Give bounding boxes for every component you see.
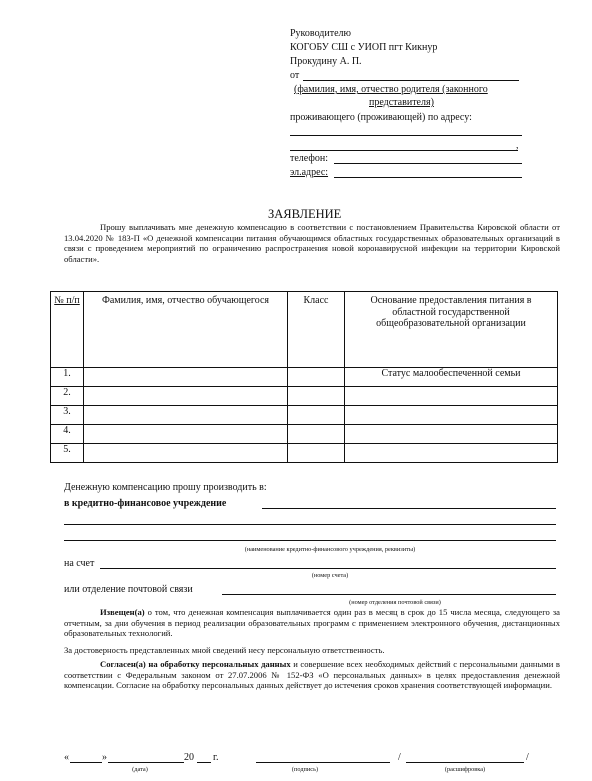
date-month-line[interactable] <box>108 762 184 763</box>
payment-lead: Денежную компенсацию прошу производить в: <box>64 482 267 493</box>
students-table <box>50 291 558 463</box>
row-num: 4. <box>51 425 84 444</box>
date-note: (дата) <box>132 766 148 773</box>
row-name-cell[interactable] <box>84 444 288 463</box>
row-basis-cell[interactable]: Статус малообеспеченной семьи <box>345 368 558 387</box>
fio-note: (фамилия, имя, отчество родителя (законного <box>294 84 488 95</box>
header-class: Класс <box>288 292 345 368</box>
post-label: или отделение почтовой связи <box>64 584 193 595</box>
address-comma: , <box>516 140 519 151</box>
row-basis-cell[interactable] <box>345 425 558 444</box>
table-row <box>51 406 558 425</box>
table-row <box>51 425 558 444</box>
recipient-title: Руководителю <box>290 28 351 39</box>
row-name-cell[interactable] <box>84 368 288 387</box>
table-row <box>51 368 558 387</box>
post-note: (номер отделения почтовой связи) <box>349 599 441 606</box>
date-year-line[interactable] <box>197 762 211 763</box>
row-num: 2. <box>51 387 84 406</box>
year-suffix: г. <box>213 752 219 763</box>
sign-note: (подпись) <box>291 766 319 773</box>
izveshchen-bold: Извещен(а) <box>100 607 145 617</box>
row-name-cell[interactable] <box>84 425 288 444</box>
header-name-text: Фамилия, имя, отчество обучающегося <box>101 295 270 306</box>
address-line-2[interactable] <box>290 150 518 151</box>
header-num: № п/п <box>51 292 84 368</box>
row-class-cell[interactable] <box>288 444 345 463</box>
table-row <box>51 444 558 463</box>
date-close-quote: » <box>102 752 107 763</box>
credit-label: в кредитно-финансовое учреждение <box>64 498 227 509</box>
account-label: на счет <box>64 558 95 569</box>
row-basis-cell[interactable] <box>345 406 558 425</box>
row-class-cell[interactable] <box>288 387 345 406</box>
date-open-quote: « <box>64 752 69 763</box>
consent-text: и совершение всех необходимых действий с персональными данными в соответствии с Федеральным законом от 27.07.2006 № 152-ФЗ «О персональных данных» в целях предоставления денежной компенсации. Согласие на обработку персональных данных действует до истечения сроков хранения соответствующей информации. <box>64 659 560 690</box>
recipient-school: КОГОБУ СШ с УИОП пгт Кикнур <box>290 42 438 53</box>
account-note: (номер счета) <box>311 572 349 579</box>
izveshchen-text: о том, что денежная компенсация выплачивается один раз в месяц в срок до 15 числа месяца, следующего за отчетным, за дни обучения в период реализации образовательных программ с применением электронного обучения, дистанционных образовательных технологий. <box>64 607 560 638</box>
email-line[interactable] <box>334 177 522 178</box>
consent-paragraph <box>64 659 560 691</box>
phone-line[interactable] <box>334 163 522 164</box>
fio-note-2: представителя) <box>369 97 434 108</box>
credit-line-2[interactable] <box>64 524 556 525</box>
row-class-cell[interactable] <box>288 368 345 387</box>
row-basis-cell[interactable] <box>345 387 558 406</box>
table-header-row <box>51 292 558 368</box>
row-num: 5. <box>51 444 84 463</box>
row-name-cell[interactable] <box>84 406 288 425</box>
recipient-name: Прокудину А. П. <box>290 56 362 67</box>
credit-line-3[interactable] <box>64 540 556 541</box>
reliability-text: За достоверность представленных мной сведений несу персональную ответственность. <box>64 645 385 655</box>
year-prefix: 20 <box>184 752 194 763</box>
table-row <box>51 387 558 406</box>
intro-paragraph: Прошу выплачивать мне денежную компенсацию в соответствии с постановлением Правительства Кировской области от 13.04.2020 № 183-П «О денежной компенсации питания обучающимся областных государственных образовательных организаций в связи с проведением мероприятий по ограничению распространения новой коронавирусной инфекции на территории Кировской области». <box>64 222 560 264</box>
document-title: ЗАЯВЛЕНИЕ <box>268 207 342 221</box>
from-line[interactable] <box>303 80 519 81</box>
slash-right: / <box>526 752 529 763</box>
signature-line[interactable] <box>256 762 390 763</box>
decode-note: (расшифровка) <box>444 766 486 773</box>
phone-label: телефон: <box>290 153 328 164</box>
row-num: 3. <box>51 406 84 425</box>
header-basis: Основание предоставления питания в областной государственной общеобразовательной организации <box>345 292 558 368</box>
header-name <box>84 292 288 368</box>
slash-left: / <box>398 752 401 763</box>
address-line-1[interactable] <box>290 135 522 136</box>
credit-note: (наименование кредитно-финансового учреждения, реквизиты) <box>244 546 416 553</box>
row-basis-cell[interactable] <box>345 444 558 463</box>
credit-line-1[interactable] <box>262 508 556 509</box>
date-day-line[interactable] <box>70 762 102 763</box>
notice-paragraph <box>64 607 560 639</box>
consent-bold: Согласен(а) на обработку персональных данных <box>100 659 291 669</box>
from-label: от <box>290 70 300 81</box>
row-class-cell[interactable] <box>288 425 345 444</box>
decode-line[interactable] <box>406 762 524 763</box>
account-line[interactable] <box>100 568 556 569</box>
address-label: проживающего (проживающей) по адресу: <box>290 112 472 123</box>
row-name-cell[interactable] <box>84 387 288 406</box>
row-class-cell[interactable] <box>288 406 345 425</box>
row-num: 1. <box>51 368 84 387</box>
post-line[interactable] <box>222 594 556 595</box>
email-label: эл.адрес: <box>290 167 329 178</box>
